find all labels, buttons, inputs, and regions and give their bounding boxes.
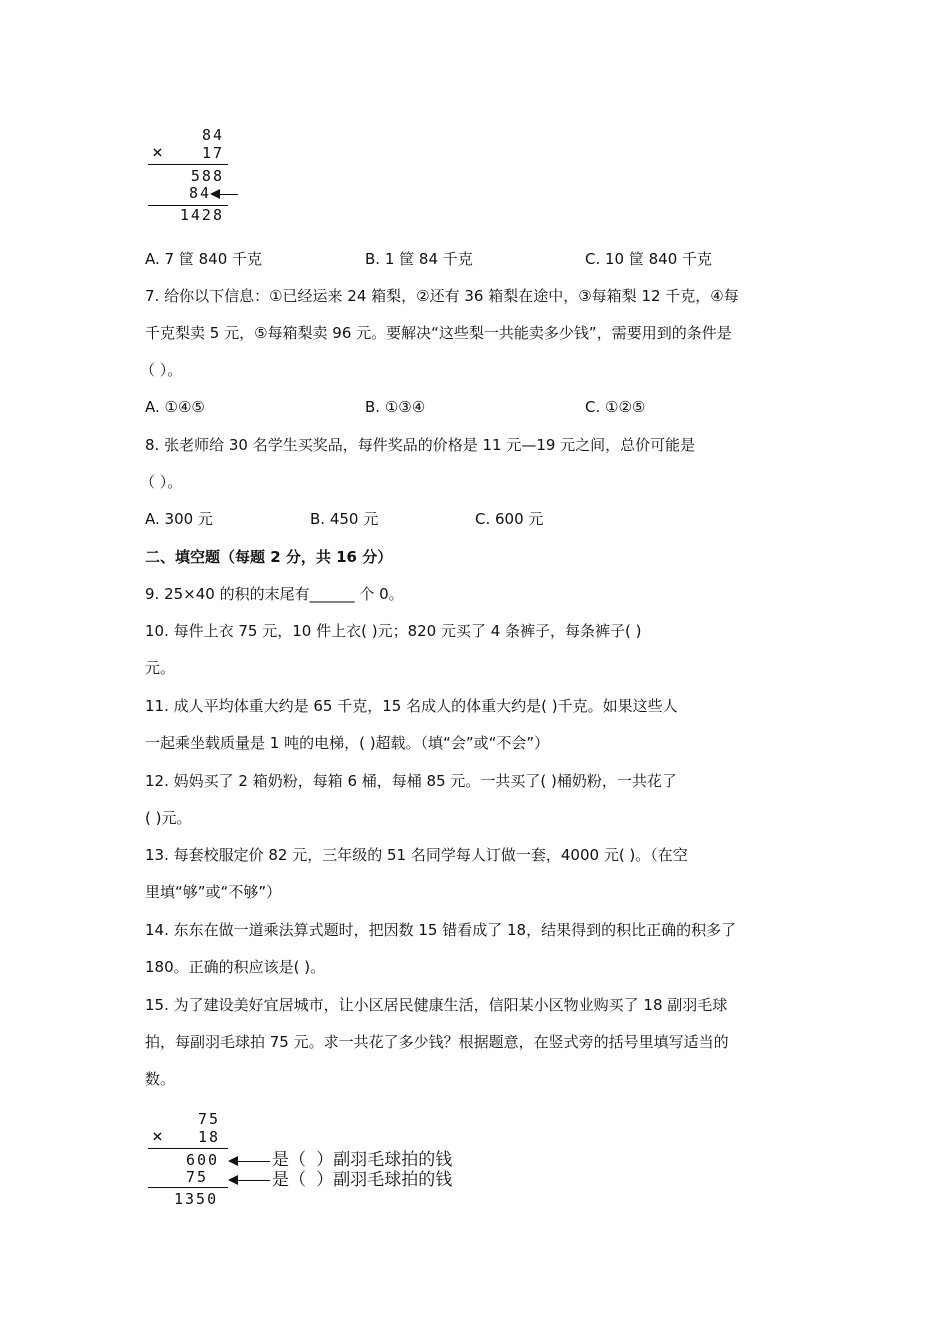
q8-option-c: C. 600 元 [475, 510, 544, 528]
q6-option-a: A. 7 筐 840 千克 [145, 250, 263, 268]
calc-rule [148, 1187, 228, 1188]
vertical-multiplication-75x18 [146, 1110, 486, 1210]
partial-product-2: 84 [188, 184, 211, 202]
partial-product-1: 588 [190, 167, 224, 185]
vertical-multiplication-84x17 [146, 126, 266, 226]
arrow-icon [212, 194, 238, 195]
calc-rule [148, 1148, 228, 1149]
q13-line-1: 13. 每套校服定价 82 元，三年级的 51 名同学每人订做一套，4000 元( )。（在空 [145, 846, 688, 864]
multiplicand: 75 [198, 1110, 221, 1128]
q13-line-2: 里填“够”或“不够”） [145, 883, 282, 901]
product: 1428 [179, 206, 224, 224]
multiplicand: 84 [201, 126, 224, 144]
q8-line-1: 8. 张老师给 30 名学生买奖品，每件奖品的价格是 11 元—19 元之间，总价可能是 [145, 436, 696, 454]
partial-label-1: 是（ ）副羽毛球拍的钱 [272, 1150, 453, 1170]
q7-line-2: 千克梨卖 5 元，⑤每箱梨卖 96 元。要解决“这些梨一共能卖多少钱”，需要用到的条件是 [145, 324, 732, 342]
q9: 9. 25×40 的积的末尾有______ 个 0。 [145, 585, 404, 603]
partial-label-2: 是（ ）副羽毛球拍的钱 [272, 1170, 453, 1190]
q15-line-3: 数。 [145, 1070, 176, 1088]
product: 1350 [174, 1190, 219, 1208]
q8-line-2: （ ）。 [140, 473, 183, 491]
q10-line-2: 元。 [145, 659, 176, 677]
multiply-sign: × [152, 1126, 165, 1147]
q8-option-b: B. 450 元 [310, 510, 379, 528]
multiply-sign: × [152, 142, 165, 163]
partial-product-2: 75 [186, 1168, 209, 1186]
q11-line-1: 11. 成人平均体重大约是 65 千克，15 名成人的体重大约是( )千克。如果这些人 [145, 697, 678, 715]
q7-line-1: 7. 给你以下信息：①已经运来 24 箱梨，②还有 36 箱梨在途中，③每箱梨 12 千克，④每 [145, 287, 739, 305]
multiplier: 17 [201, 144, 224, 162]
q7-line-3: （ ）。 [140, 361, 183, 379]
q10-line-1: 10. 每件上衣 75 元，10 件上衣( )元；820 元买了 4 条裤子，每条裤子( ) [145, 622, 642, 640]
q15-line-2: 拍，每副羽毛球拍 75 元。求一共花了多少钱？根据题意，在竖式旁的括号里填写适当的 [145, 1033, 729, 1051]
arrow-icon [230, 1180, 270, 1181]
q8-option-a: A. 300 元 [145, 510, 213, 528]
q6-option-c: C. 10 筐 840 千克 [585, 250, 713, 268]
partial-product-1: 600 [186, 1151, 220, 1169]
q7-option-c: C. ①②⑤ [585, 398, 646, 416]
q6-option-b: B. 1 筐 84 千克 [365, 250, 473, 268]
q7-option-b: B. ①③④ [365, 398, 426, 416]
q7-option-a: A. ①④⑤ [145, 398, 205, 416]
q14-line-1: 14. 东东在做一道乘法算式题时，把因数 15 错看成了 18，结果得到的积比正确的积多了 [145, 921, 737, 939]
q15-line-1: 15. 为了建设美好宜居城市，让小区居民健康生活，信阳某小区物业购买了 18 副羽毛球 [145, 996, 728, 1014]
q14-line-2: 180。正确的积应该是( )。 [145, 958, 326, 976]
section-title-fill-in: 二、填空题（每题 2 分，共 16 分） [145, 548, 393, 566]
multiplier: 18 [198, 1128, 221, 1146]
arrow-icon [230, 1161, 270, 1162]
q11-line-2: 一起乘坐载质量是 1 吨的电梯，( )超载。（填“会”或“不会”） [145, 734, 550, 752]
q12-line-1: 12. 妈妈买了 2 箱奶粉，每箱 6 桶，每桶 85 元。一共买了( )桶奶粉，一共花了 [145, 772, 677, 790]
q12-line-2: ( )元。 [145, 809, 192, 827]
calc-rule [148, 164, 228, 165]
